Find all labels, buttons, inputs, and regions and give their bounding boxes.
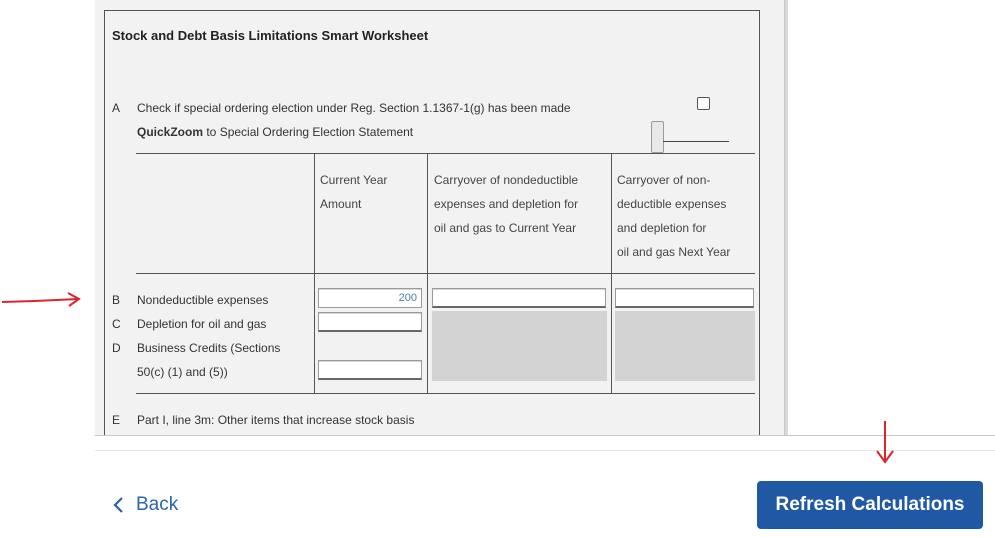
footer-divider xyxy=(95,450,995,451)
row-b-letter: B xyxy=(112,293,121,307)
special-ordering-election-checkbox[interactable] xyxy=(697,97,710,110)
quickzoom-link[interactable] xyxy=(137,125,413,139)
row-d-letter: D xyxy=(112,341,121,355)
col-carryover-current-line3: oil and gas to Current Year xyxy=(434,221,577,235)
row-d-label-line1: Business Credits (Sections xyxy=(137,341,281,355)
row-d-label-line2: 50(c) (1) and (5)) xyxy=(137,365,228,379)
col-current-year-line2: Amount xyxy=(320,197,362,211)
back-label: Back xyxy=(136,494,179,515)
nondeductible-expenses-carryover-next-input[interactable] xyxy=(615,288,754,308)
quickzoom-field-handle[interactable] xyxy=(651,121,664,153)
quickzoom-field-line xyxy=(663,141,729,142)
table-top-border xyxy=(136,153,755,154)
quickzoom-label: QuickZoom xyxy=(137,125,204,139)
col-carryover-next-line4: oil and gas Next Year xyxy=(617,245,731,259)
col-current-year-line1: Current Year xyxy=(320,173,388,187)
row-c-label: Depletion for oil and gas xyxy=(137,317,267,331)
viewport-bottom-border xyxy=(95,435,995,436)
row-a-text: Check if special ordering election under Reg. Section 1.1367-1(g) has been made xyxy=(137,101,571,115)
col-carryover-next-line2: deductible expenses xyxy=(617,197,727,211)
business-credits-current-year-input[interactable] xyxy=(318,360,422,380)
depletion-current-year-input[interactable] xyxy=(318,312,422,332)
carryover-next-disabled-area xyxy=(615,311,755,381)
col-carryover-current-line1: Carryover of nondeductible xyxy=(434,173,579,187)
col-carryover-next-line1: Carryover of non- xyxy=(617,173,711,187)
carryover-current-disabled-area xyxy=(432,311,607,381)
annotation-arrow-right-icon xyxy=(0,290,84,310)
row-e-letter: E xyxy=(112,413,121,427)
column-divider-3 xyxy=(611,153,612,393)
refresh-calculations-button[interactable] xyxy=(757,481,983,529)
col-carryover-current-line2: expenses and depletion for xyxy=(434,197,579,211)
table-bottom-border xyxy=(136,393,755,394)
back-button[interactable] xyxy=(112,492,178,518)
smart-worksheet xyxy=(104,10,760,435)
nondeductible-expenses-carryover-current-input[interactable] xyxy=(432,288,606,308)
row-c-letter: C xyxy=(112,317,121,331)
row-e-label: Part I, line 3m: Other items that increase stock basis xyxy=(137,413,415,427)
column-divider-1 xyxy=(314,153,315,393)
refresh-calculations-label: Refresh Calculations xyxy=(775,494,965,515)
chevron-left-icon xyxy=(112,496,124,514)
row-b-label: Nondeductible expenses xyxy=(137,293,269,307)
worksheet-scrollbar[interactable] xyxy=(785,0,788,435)
worksheet-title: Stock and Debt Basis Limitations Smart Worksheet xyxy=(112,28,429,43)
column-divider-2 xyxy=(427,153,428,393)
table-header-border xyxy=(136,273,755,274)
col-carryover-next-line3: and depletion for xyxy=(617,221,707,235)
quickzoom-text: to Special Ordering Election Statement xyxy=(203,125,414,139)
row-a-letter: A xyxy=(112,101,121,115)
worksheet-viewport[interactable] xyxy=(95,0,785,435)
annotation-arrow-down-icon xyxy=(874,419,896,465)
nondeductible-expenses-current-year-input[interactable]: 200 xyxy=(318,288,422,308)
